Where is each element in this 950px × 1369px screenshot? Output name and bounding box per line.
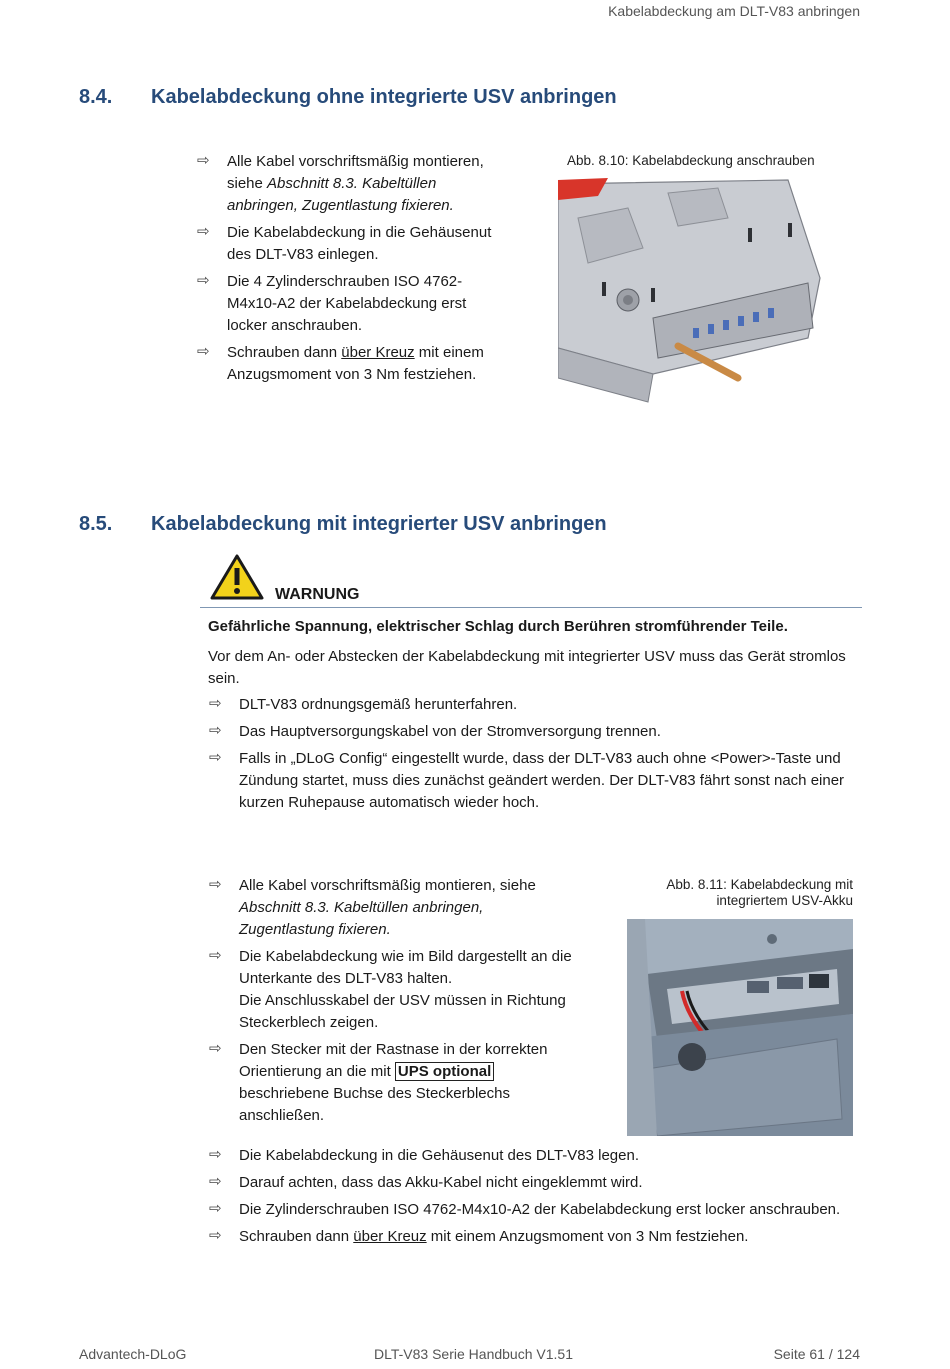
arrow-right-outline-icon: ⇨ [197, 272, 210, 289]
arrow-right-outline-icon: ⇨ [209, 1200, 222, 1217]
arrow-right-outline-icon: ⇨ [209, 1227, 222, 1244]
cross-reference[interactable]: Abschnitt 8.3. Kabeltüllen anbringen, Zugentlastung fixieren. [239, 899, 484, 938]
arrow-right-outline-icon: ⇨ [209, 1146, 222, 1163]
warning-steps [209, 694, 854, 819]
section-8-5-steps-b [209, 1145, 859, 1253]
warning-label: WARNUNG [275, 586, 360, 603]
list-item: ⇨ Schrauben dann über Kreuz mit einem Anzugsmoment von 3 Nm festziehen. [209, 1227, 749, 1245]
figure-cable-cover-screwing [558, 178, 822, 404]
list-item: ⇨ Darauf achten, dass das Akku-Kabel nicht eingeklemmt wird. [209, 1173, 643, 1191]
list-item: ⇨ Die 4 Zylinderschrauben ISO 4762-M4x10-A2 der Kabelabdeckung erst locker anschrauben. [197, 272, 467, 334]
arrow-right-outline-icon: ⇨ [209, 947, 222, 964]
warning-paragraph: Vor dem An- oder Abstecken der Kabelabdeckung mit integrierter USV muss das Gerät stromlos sein. [208, 648, 846, 687]
list-item: ⇨ DLT-V83 ordnungsgemäß herunterfahren. [209, 695, 518, 713]
arrow-right-outline-icon: ⇨ [209, 876, 222, 893]
glossary-link[interactable]: über Kreuz [341, 344, 415, 361]
list-item: ⇨ Alle Kabel vorschriftsmäßig montieren, siehe Abschnitt 8.3. Kabeltüllen anbringen, Zugentlastung fixieren. [209, 876, 536, 938]
warning-divider [200, 607, 862, 608]
figure-caption: Abb. 8.10: Kabelabdeckung anschrauben [567, 153, 815, 168]
arrow-right-outline-icon: ⇨ [209, 749, 222, 766]
glossary-link[interactable]: über Kreuz [353, 1228, 427, 1245]
section-number: 8.4. [79, 86, 113, 108]
running-header: Kabelabdeckung am DLT-V83 anbringen [608, 3, 860, 19]
figure-cover-with-ups-battery [627, 919, 853, 1136]
list-item: ⇨ Den Stecker mit der Rastnase in der korrekten Orientierung an die mit UPS optional beschriebene Buchse des Steckerblechs anschließen. [209, 1040, 548, 1124]
list-item: ⇨ Alle Kabel vorschriftsmäßig montieren, siehe Abschnitt 8.3. Kabeltüllen anbringen, Zugentlastung fixieren. [197, 152, 484, 214]
section-8-5-heading [79, 513, 779, 539]
section-8-4-steps [197, 151, 507, 391]
label-ups-optional: UPS optional [395, 1062, 494, 1081]
list-item: ⇨ Die Kabelabdeckung in die Gehäusenut des DLT-V83 legen. [209, 1146, 639, 1164]
footer-manual-title: DLT-V83 Serie Handbuch V1.51 [374, 1346, 573, 1362]
list-item: ⇨ Schrauben dann über Kreuz mit einem Anzugsmoment von 3 Nm festziehen. [197, 343, 484, 383]
cross-reference[interactable]: Abschnitt 8.3. Kabeltüllen anbringen, Zugentlastung fixieren. [227, 175, 454, 214]
list-item: ⇨ Das Hauptversorgungskabel von der Stromversorgung trennen. [209, 722, 661, 740]
section-title: Kabelabdeckung mit integrierter USV anbringen [151, 513, 607, 535]
arrow-right-outline-icon: ⇨ [209, 1173, 222, 1190]
footer-page-number: Seite 61 / 124 [773, 1346, 860, 1362]
section-8-4-heading [79, 86, 779, 112]
section-8-5-steps-a [209, 875, 579, 1132]
list-item: ⇨ Die Zylinderschrauben ISO 4762-M4x10-A2 der Kabelabdeckung erst locker anschrauben. [209, 1200, 841, 1218]
list-item: ⇨ Die Kabelabdeckung in die Gehäusenut des DLT-V83 einlegen. [197, 223, 492, 263]
warning-triangle-icon [210, 554, 264, 600]
arrow-right-outline-icon: ⇨ [197, 343, 210, 360]
list-item: ⇨ Die Kabelabdeckung wie im Bild dargestellt an die Unterkante des DLT-V83 halten. Die Anschlusskabel der USV müssen in Richtung Steckerblech zeigen. [209, 947, 572, 1031]
arrow-right-outline-icon: ⇨ [209, 695, 222, 712]
arrow-right-outline-icon: ⇨ [197, 152, 210, 169]
arrow-right-outline-icon: ⇨ [209, 1040, 222, 1057]
section-number: 8.5. [79, 513, 113, 535]
figure-caption: Abb. 8.11: Kabelabdeckung mit integriertem USV-Akku [666, 877, 853, 908]
footer-company: Advantech-DLoG [79, 1346, 187, 1362]
arrow-right-outline-icon: ⇨ [197, 223, 210, 240]
warning-headline: Gefährliche Spannung, elektrischer Schlag durch Berühren stromführender Teile. [208, 618, 788, 635]
list-item: ⇨ Falls in „DLoG Config“ eingestellt wurde, dass der DLT-V83 auch ohne <Power>-Taste und Zündung startet, muss dies zunächst geändert werden. Der DLT-V83 fährt sonst nach einer kurzen Ruhepause automatisch wieder hoch. [209, 749, 845, 811]
arrow-right-outline-icon: ⇨ [209, 722, 222, 739]
section-title: Kabelabdeckung ohne integrierte USV anbringen [151, 86, 617, 108]
